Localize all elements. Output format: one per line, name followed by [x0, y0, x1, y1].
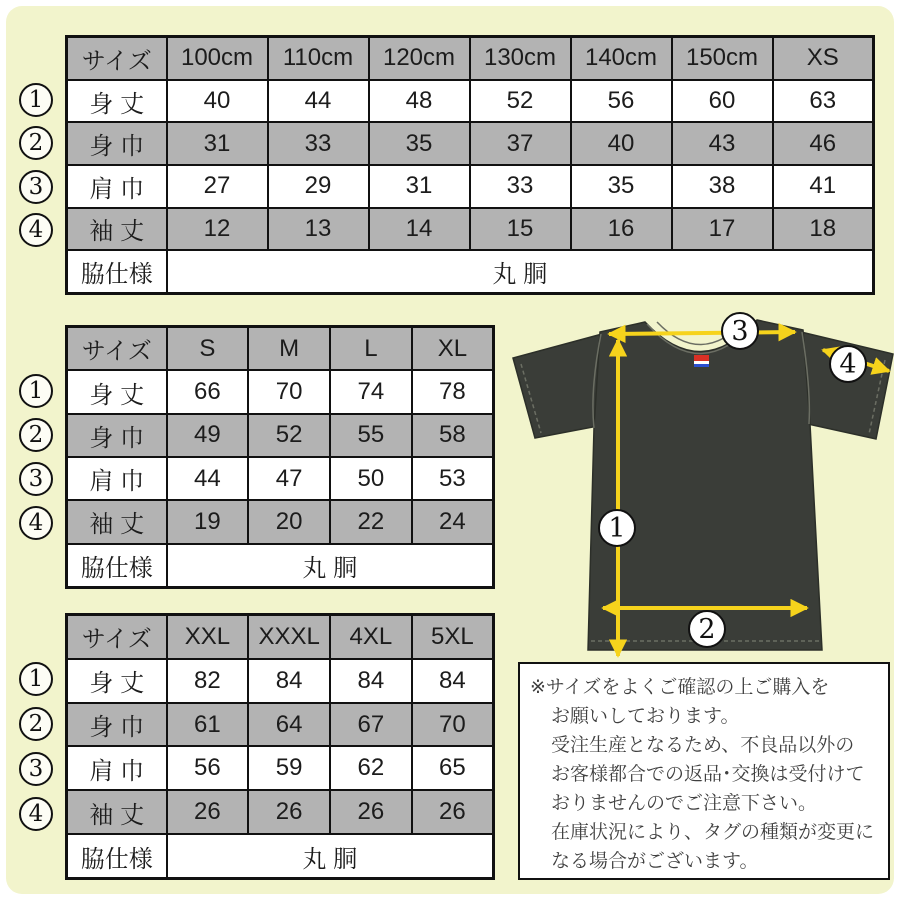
- note-line: なる場合がございます。: [551, 851, 759, 872]
- purchase-note-box: [518, 662, 890, 880]
- measure-value: 59: [248, 746, 330, 790]
- measure-value: 65: [412, 746, 494, 790]
- measure-value: 38: [672, 165, 773, 208]
- note-line: お客様都合での返品･交換は受付けて: [551, 764, 865, 785]
- measure-value: 17: [672, 208, 773, 251]
- measure-value: 37: [470, 122, 571, 165]
- measure-value: 31: [369, 165, 470, 208]
- measure-value: 14: [369, 208, 470, 251]
- measure-value: 52: [248, 414, 330, 457]
- circled-number-1: 1: [19, 662, 53, 696]
- measure-value: 48: [369, 80, 470, 123]
- measure-row: [67, 414, 494, 457]
- measure-value: 78: [412, 370, 494, 413]
- shoulder-width-arrow: [609, 332, 795, 334]
- measure-row: [67, 122, 874, 165]
- measure-value: 22: [330, 500, 412, 543]
- circled-number-2: 2: [19, 707, 53, 741]
- size-column-header: 110cm: [268, 37, 369, 80]
- shirt-body: [588, 320, 822, 650]
- collar-tag: [694, 355, 709, 367]
- measure-value: 13: [268, 208, 369, 251]
- measure-value: 55: [330, 414, 412, 457]
- side-spec-row: [67, 544, 494, 588]
- row-number-column-kids: [19, 78, 53, 252]
- left-sleeve: [513, 334, 602, 438]
- note-line: ※サイズをよくご確認の上ご購入を: [530, 677, 830, 698]
- measure-value: 33: [268, 122, 369, 165]
- size-column-header: 5XL: [412, 615, 494, 659]
- measure-value: 46: [773, 122, 874, 165]
- measure-label: 肩 巾: [67, 457, 167, 500]
- side-spec-label: 脇仕様: [67, 250, 167, 293]
- shirt-circle-1: 1: [598, 509, 636, 547]
- size-column-header: S: [167, 327, 249, 371]
- size-column-header: XXL: [167, 615, 249, 659]
- measure-row: [67, 208, 874, 251]
- measure-label: 身 丈: [67, 80, 167, 123]
- size-header-cell: サイズ: [67, 615, 167, 659]
- size-column-header: 120cm: [369, 37, 470, 80]
- measure-label: 身 丈: [67, 659, 167, 703]
- shirt-circle-3: 3: [721, 312, 759, 350]
- measure-row: [67, 703, 494, 747]
- measure-value: 26: [412, 790, 494, 834]
- size-column-header: XL: [412, 327, 494, 371]
- measure-value: 29: [268, 165, 369, 208]
- measure-value: 40: [167, 80, 268, 123]
- measure-value: 26: [167, 790, 249, 834]
- note-line: 受注生産となるため、不良品以外の: [551, 735, 855, 756]
- side-spec-row: [67, 250, 874, 293]
- measure-label: 袖 丈: [67, 208, 167, 251]
- measure-value: 49: [167, 414, 249, 457]
- measure-value: 82: [167, 659, 249, 703]
- measure-value: 26: [330, 790, 412, 834]
- measure-value: 56: [571, 80, 672, 123]
- measure-value: 35: [369, 122, 470, 165]
- measure-label: 身 巾: [67, 703, 167, 747]
- measure-value: 12: [167, 208, 268, 251]
- note-line: お願いしております。: [551, 706, 740, 727]
- measure-value: 61: [167, 703, 249, 747]
- measure-label: 身 巾: [67, 122, 167, 165]
- note-line: おりませんのでご注意下さい。: [551, 793, 818, 814]
- size-header-cell: サイズ: [67, 327, 167, 371]
- circled-number-1: 1: [19, 83, 53, 117]
- tshirt-measurement-diagram: [505, 312, 900, 664]
- measure-value: 41: [773, 165, 874, 208]
- measure-value: 40: [571, 122, 672, 165]
- measure-value: 53: [412, 457, 494, 500]
- measure-value: 67: [330, 703, 412, 747]
- side-spec-value: 丸 胴: [167, 544, 494, 588]
- circled-number-2: 2: [19, 418, 53, 452]
- size-table-big: [65, 613, 495, 880]
- measure-value: 70: [248, 370, 330, 413]
- measure-value: 47: [248, 457, 330, 500]
- table-header-row: [67, 615, 494, 659]
- measure-value: 19: [167, 500, 249, 543]
- size-column-header: 4XL: [330, 615, 412, 659]
- measure-row: [67, 746, 494, 790]
- measure-value: 43: [672, 122, 773, 165]
- side-spec-label: 脇仕様: [67, 544, 167, 588]
- measure-label: 袖 丈: [67, 500, 167, 543]
- size-header-cell: サイズ: [67, 37, 167, 80]
- side-spec-row: [67, 834, 494, 878]
- table-header-row: [67, 327, 494, 371]
- measure-value: 50: [330, 457, 412, 500]
- row-number-column-big: [19, 657, 53, 836]
- size-column-header: 100cm: [167, 37, 268, 80]
- measure-row: [67, 370, 494, 413]
- measure-value: 44: [167, 457, 249, 500]
- measure-value: 26: [248, 790, 330, 834]
- circled-number-1: 1: [19, 374, 53, 408]
- size-column-header: XXXL: [248, 615, 330, 659]
- measure-value: 66: [167, 370, 249, 413]
- side-spec-value: 丸 胴: [167, 834, 494, 878]
- circled-number-3: 3: [19, 462, 53, 496]
- measure-value: 16: [571, 208, 672, 251]
- measure-value: 70: [412, 703, 494, 747]
- size-table-adult: [65, 325, 495, 589]
- measure-row: [67, 165, 874, 208]
- measure-value: 84: [412, 659, 494, 703]
- measure-label: 身 丈: [67, 370, 167, 413]
- measure-value: 31: [167, 122, 268, 165]
- measure-label: 身 巾: [67, 414, 167, 457]
- side-spec-label: 脇仕様: [67, 834, 167, 878]
- measure-value: 60: [672, 80, 773, 123]
- size-column-header: 140cm: [571, 37, 672, 80]
- size-column-header: M: [248, 327, 330, 371]
- table-header-row: [67, 37, 874, 80]
- measure-value: 62: [330, 746, 412, 790]
- measure-row: [67, 457, 494, 500]
- measure-row: [67, 659, 494, 703]
- measure-value: 56: [167, 746, 249, 790]
- size-column-header: 130cm: [470, 37, 571, 80]
- measure-value: 24: [412, 500, 494, 543]
- measure-label: 袖 丈: [67, 790, 167, 834]
- measure-row: [67, 790, 494, 834]
- measure-label: 肩 巾: [67, 746, 167, 790]
- measure-value: 64: [248, 703, 330, 747]
- measure-value: 58: [412, 414, 494, 457]
- size-table-kids: [65, 35, 875, 295]
- size-column-header: L: [330, 327, 412, 371]
- measure-value: 18: [773, 208, 874, 251]
- circled-number-4: 4: [19, 797, 53, 831]
- measure-value: 20: [248, 500, 330, 543]
- measure-value: 44: [268, 80, 369, 123]
- measure-value: 52: [470, 80, 571, 123]
- measure-value: 35: [571, 165, 672, 208]
- side-spec-value: 丸 胴: [167, 250, 874, 293]
- note-line: 在庫状況により、タグの種類が変更に: [551, 822, 875, 843]
- measure-value: 84: [330, 659, 412, 703]
- circled-number-3: 3: [19, 752, 53, 786]
- circled-number-4: 4: [19, 213, 53, 247]
- size-column-header: 150cm: [672, 37, 773, 80]
- measure-row: [67, 500, 494, 543]
- size-column-header: XS: [773, 37, 874, 80]
- shirt-circle-4: 4: [829, 345, 867, 383]
- measure-value: 84: [248, 659, 330, 703]
- measure-row: [67, 80, 874, 123]
- row-number-column-adult: [19, 369, 53, 545]
- measure-value: 63: [773, 80, 874, 123]
- measure-label: 肩 巾: [67, 165, 167, 208]
- circled-number-3: 3: [19, 170, 53, 204]
- measure-value: 27: [167, 165, 268, 208]
- measure-value: 33: [470, 165, 571, 208]
- circled-number-4: 4: [19, 506, 53, 540]
- measure-value: 74: [330, 370, 412, 413]
- shirt-circle-2: 2: [688, 610, 726, 648]
- circled-number-2: 2: [19, 126, 53, 160]
- measure-value: 15: [470, 208, 571, 251]
